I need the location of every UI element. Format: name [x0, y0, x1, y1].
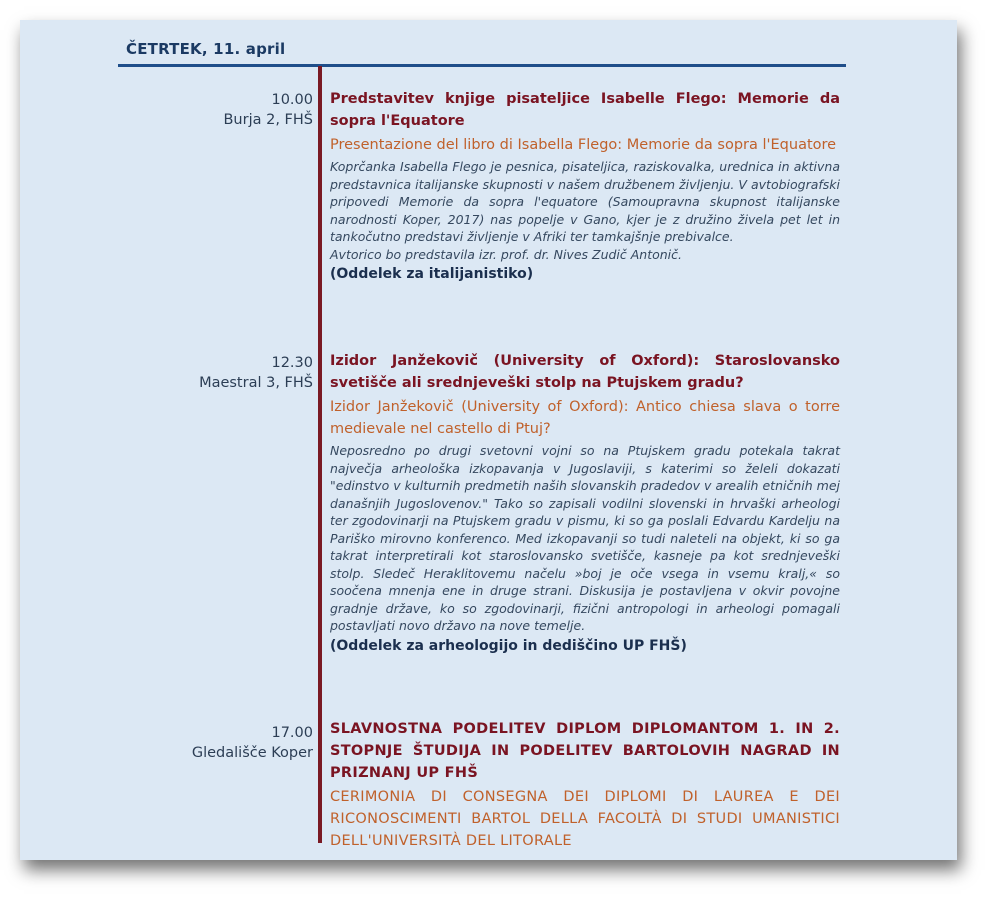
event-title-it: Izidor Janžekovič (University of Oxford): Antico chiesa slava o torre medievale nel castello di Ptuj?	[330, 399, 840, 437]
timeline-rule	[318, 66, 322, 843]
event-time: 12.30	[271, 355, 313, 371]
event-entry	[330, 350, 840, 656]
event-entry	[330, 718, 840, 852]
event-description: Koprčanka Isabella Flego je pesnica, pisateljica, raziskovalka, urednica in aktivna predstavnica italijanske skupnosti v našem družbenem življenju. V avtobiografski pripovedi Memorie da sopra l'equatore (Samoupravna skupnost italijanske narodnosti Koper, 2017) nas popelje v Gano, kjer je z družino živela pet let in tankočutno predstavi življenje v Afriki ter tamkajšnje prebivalce.	[330, 159, 840, 244]
event-title-sl: Izidor Janžekovič (University of Oxford): Staroslovansko svetišče ali srednjeveški stolp na Ptujskem gradu?	[330, 353, 840, 391]
event-entry	[330, 88, 840, 284]
event-title-sl: SLAVNOSTNA PODELITEV DIPLOM DIPLOMANTOM 1. IN 2. STOPNJE ŠTUDIJA IN PODELITEV BARTOLOVIH NAGRAD IN PRIZNANJ UP FHŠ	[330, 721, 840, 781]
event-department: (Oddelek za italijanistiko)	[330, 266, 534, 282]
event-presenter: Avtorico bo predstavila izr. prof. dr. Nives Zudič Antonič.	[330, 246, 683, 262]
event-description: Neposredno po drugi svetovni vojni so na Ptujskem gradu potekala takrat največja arheološka izkopavanja v Jugoslaviji, s katerimi so želeli dokazati "edinstvo v kulturnih predmetih naših slovanskih pradedov v arealih etničnih mej današnjih Jugoslovenov." Tako so zapisali vodilni slovenski in hrvaški arheologi ter zgodovinarji na Ptujskem gradu v pismu, ki so ga poslali Edvardu Kardelju na Pariško mirovno konferenco. Med izkopavanji so tudi naleteli na objekt, ki so ga takrat interpretirali kot staroslovansko svetišče, kasneje pa kot srednjeveški stolp. Sledeč Heraklitovemu načelu »boj je oče vsega in vsemu kralj,« so soočena mnenja ene in druge strani. Diskusija je postavljena v okvir povojne gradnje države, ko so zgodovinarji, fizični antropologi in arheologi pomagali postavljati novo državo na nove temelje.	[330, 443, 840, 633]
event-department: (Oddelek za arheologijo in dediščino UP FHŠ)	[330, 637, 687, 654]
event-time: 10.00	[271, 92, 313, 108]
event-location: Burja 2, FHŠ	[223, 112, 313, 128]
event-time-block	[223, 90, 313, 130]
event-time: 17.00	[271, 725, 313, 741]
event-location: Maestral 3, FHŠ	[199, 375, 313, 391]
event-title-sl: Predstavitev knjige pisateljice Isabelle Flego: Memorie da sopra l'Equatore	[330, 91, 840, 129]
event-location: Gledališče Koper	[191, 745, 313, 761]
event-title-it: CERIMONIA DI CONSEGNA DEI DIPLOMI DI LAUREA E DEI RICONOSCIMENTI BARTOL DELLA FACOLTÀ DI STUDI UMANISTICI DELL'UNIVERSITÀ DEL LITORALE	[330, 789, 840, 849]
event-time-block	[192, 723, 313, 763]
day-heading: ČETRTEK, 11. april	[126, 40, 286, 58]
event-time-block	[199, 353, 313, 393]
heading-divider	[118, 64, 846, 67]
event-title-it: Presentazione del libro di Isabella Flego: Memorie da sopra l'Equatore	[330, 137, 837, 153]
